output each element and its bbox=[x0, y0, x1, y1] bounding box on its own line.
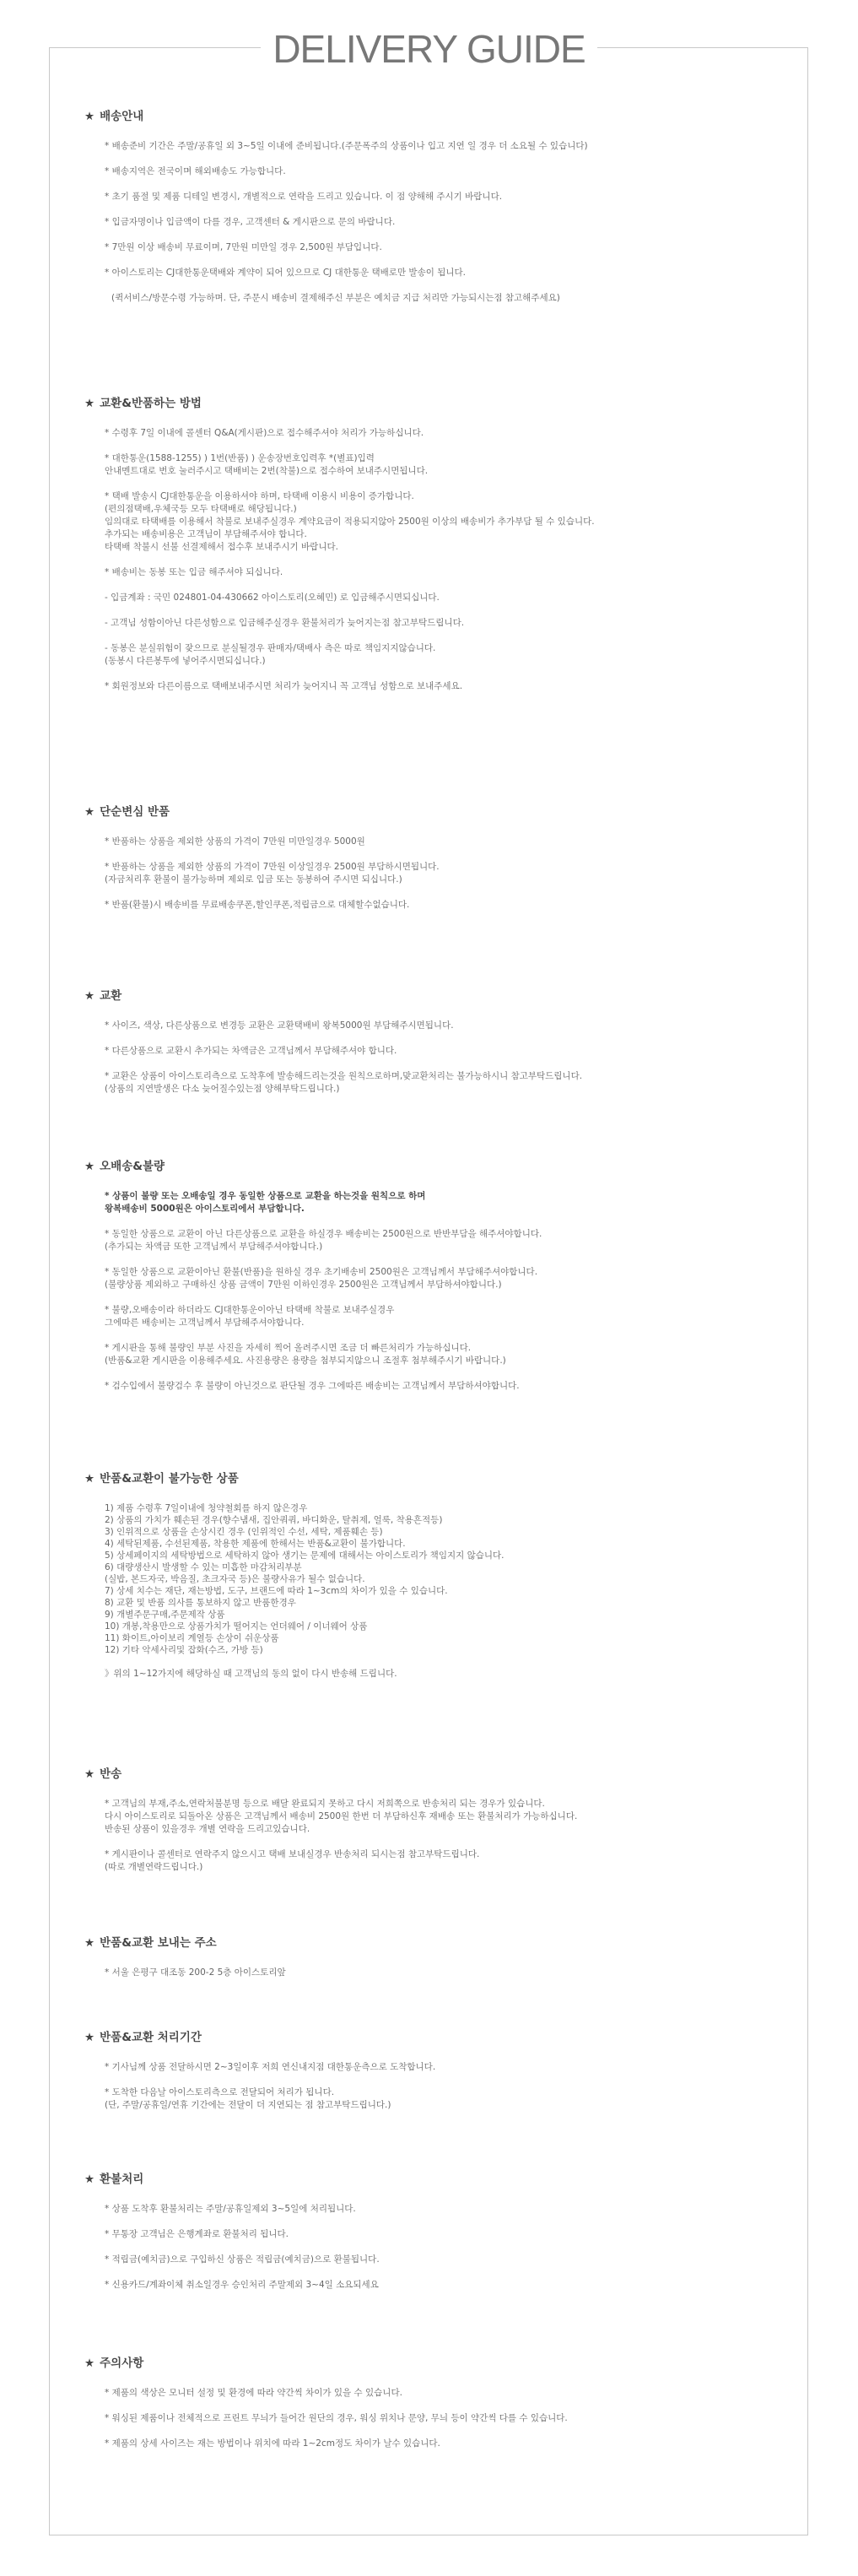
list-item: * 제품의 색상은 모니터 설정 및 환경에 따라 약간씩 차이가 있을 수 있습니다. bbox=[105, 2388, 402, 2398]
page-title: DELIVERY GUIDE bbox=[261, 25, 596, 73]
list-item: * 배송비는 동봉 또는 입금 해주셔야 되십니다. bbox=[105, 567, 283, 577]
title-wrap bbox=[0, 25, 858, 73]
section-heading: ★ 반송 bbox=[84, 1767, 122, 1781]
list-item: * 반품하는 상품을 제외한 상품의 가격이 7만원 미만일경우 5000원 bbox=[105, 836, 365, 847]
star-icon: ★ bbox=[84, 2031, 95, 2044]
section-notice bbox=[84, 2355, 785, 2463]
section-heading: ★ 주의사항 bbox=[84, 2357, 144, 2370]
list-item: * 교환은 상품이 아이스토리측으로 도착후에 발송해드리는것을 원칙으로하며,맞교환처리는 불가능하시니 참고부탁드립니다. (상품의 지연발생은 다소 늦어질수있는점 양해부탁드립니다.) bbox=[105, 1071, 583, 1094]
star-icon: ★ bbox=[84, 1767, 95, 1781]
section-exchange-return-method bbox=[84, 395, 785, 706]
section-return-address bbox=[84, 1935, 785, 1992]
section-simple-return bbox=[84, 804, 785, 924]
section-misdelivery-defect bbox=[84, 1158, 785, 1405]
list-item: * 워싱된 제품이나 전체적으로 프린트 무늬가 들어간 원단의 경우, 워싱 위치나 문양, 무늬 등이 약간씩 다를 수 있습니다. bbox=[105, 2413, 568, 2423]
non-returnable-list: 1) 제품 수령후 7일이내에 청약철회를 하지 않은경우 2) 상품의 가치가 훼손된 경우(향수냄새, 집안쿼쿼, 바디화운, 탈취제, 얼룩, 착용흔적등) 3) 인위적으로 상품을 손상시킨 경우 (인위적인 수선, 세탁, 제품훼손 등) 4) 세탁된제품, 수선된제품, 착용한 제품에 한해서는 반품&교환이 불가합니다. 5) 상세페이지의 세탁방법으로 세탁하지 않아 생기는 문제에 대해서는 아이스토리가 책임지지 않습니다. 6) 대량생산시 발생할 수 있는 미흡한 마감처리부분 (실밥, 본드자국, 박음질, 초크자국 등)은 불량사유가 될수 없습니다. 7) 상세 치수는 재단, 재는방법, 도구, 브랜드에 따라 1~3cm의 차이가 있을 수 있습니다. 8) 교환 및 반품 의사를 통보하지 않고 반품한경우 9) 개별주문구매,주문제작 상품 10) 개봉,착용만으로 상품가치가 떨어지는 언더웨어 / 이너웨어 상품 11) 화이트,아이보리 계열등 손상이 쉬운상품 12) 기타 악세사리및 잡화(수즈, 가방 등) bbox=[105, 1503, 505, 1655]
star-icon: ★ bbox=[84, 1936, 95, 1950]
section-refund bbox=[84, 2171, 785, 2304]
list-item: * 7만원 이상 배송비 무료이며, 7만원 미만일 경우 2,500원 부담입니다. bbox=[105, 242, 382, 252]
list-item: * 배송지역은 전국이며 해외배송도 가능합니다. bbox=[105, 166, 286, 176]
section-heading: ★ 환불처리 bbox=[84, 2173, 144, 2186]
list-item: * 상품이 불량 또는 오배송일 경우 동일한 상품으로 교환을 하는것을 원칙으로 하며 왕복배송비 5000원은 아이스토리에서 부담합니다. bbox=[105, 1191, 426, 1214]
list-item: * 수령후 7일 이내에 콜센터 Q&A(게시판)으로 접수해주셔야 처리가 가능하십니다. bbox=[105, 428, 424, 438]
list-item: * 불량,오배송이라 하더라도 CJ대한통운이아닌 타택배 착불로 보내주실경우 그에따른 배송비는 고객님께서 부담해주셔야합니다. bbox=[105, 1305, 395, 1328]
star-icon: ★ bbox=[84, 2357, 95, 2370]
star-icon: ★ bbox=[84, 1160, 95, 1173]
list-item: * 기사님께 상품 전달하시면 2~3일이후 저희 연신내지점 대한통운측으로 도착합니다. bbox=[105, 2062, 436, 2072]
list-item: * 검수입에서 불량검수 후 불량이 아닌것으로 판단될 경우 그에따른 배송비는 고객님께서 부담하셔야합니다. bbox=[105, 1381, 520, 1391]
list-item: * 신용카드/계좌이체 취소일경우 승인처리 주말제외 3~4일 소요되세요 bbox=[105, 2280, 379, 2290]
list-item: * 반품(환불)시 배송비를 무료배송쿠폰,할인쿠폰,적립금으로 대체할수없습니다. bbox=[105, 900, 410, 910]
section-heading: ★ 오배송&불량 bbox=[84, 1160, 165, 1173]
list-item: * 사이즈, 색상, 다른상품으로 변경등 교환은 교환택배비 왕복5000원 부담해주시면됩니다. bbox=[105, 1020, 454, 1031]
list-item: * 게시판을 통해 불량인 부분 사진을 자세히 찍어 올려주시면 조금 더 빠른처리가 가능하십니다. (반품&교환 게시판을 이용해주세요. 사진용량은 용량을 첨부되지않으니 조절후 첨부해주시기 바랍니다.) bbox=[105, 1343, 506, 1366]
section-delivery-info bbox=[84, 108, 785, 317]
star-icon: ★ bbox=[84, 989, 95, 1003]
list-item: * 도착한 다음날 아이스토리측으로 전달되어 처리가 됩니다. (단, 주말/공휴일/연휴 기간에는 전달이 더 지연되는 점 참고부탁드립니다.) bbox=[105, 2087, 391, 2110]
section-heading: ★ 교환 bbox=[84, 989, 122, 1003]
list-item: * 다른상품으로 교환시 추가되는 차액금은 고객님께서 부담해주셔야 합니다. bbox=[105, 1046, 397, 1056]
list-item: * 적립금(예치금)으로 구입하신 상품은 적립금(예치금)으로 환불됩니다. bbox=[105, 2254, 380, 2265]
section-heading: ★ 배송안내 bbox=[84, 110, 144, 123]
section-heading: ★ 반품&교환이 불가능한 상품 bbox=[84, 1472, 239, 1486]
list-item: 》위의 1~12가지에 해당하실 때 고객님의 동의 없이 다시 반송해 드립니다. bbox=[105, 1669, 397, 1679]
section-heading: ★ 교환&반품하는 방법 bbox=[84, 397, 202, 410]
section-heading: ★ 단순변심 반품 bbox=[84, 805, 170, 819]
list-item: * 무통장 고객님은 은행계좌로 환불처리 됩니다. bbox=[105, 2229, 289, 2239]
section-heading: ★ 반품&교환 처리기간 bbox=[84, 2031, 202, 2044]
list-item: - 동봉은 분실위험이 잦으므로 분실될경우 판매자/택배사 측은 따로 책임지지않습니다. (동봉시 다른봉투에 넣어주시면되십니다.) bbox=[105, 643, 436, 666]
star-icon: ★ bbox=[84, 110, 95, 123]
list-item: * 배송준비 기간은 주말/공휴일 외 3~5일 이내에 준비됩니다.(주문폭주의 상품이나 입고 지연 일 경우 더 소요될 수 있습니다) bbox=[105, 141, 588, 151]
list-item: * 택배 발송시 CJ대한통운을 이용하셔야 하며, 타택배 이용시 비용이 증가합니다. (편의점택배,우체국등 모두 타택배로 해당됩니다.) 임의대로 타택배를 이용해서 착불로 보내주실경우 계약요금이 적용되지않아 2500원 이상의 배송비가 추가부담 될 수 있습니다. 추가되는 배송비용은 고객님이 부담해주셔야 합니다. 타택배 착불시 선불 선결제해서 접수후 보내주시기 바랍니다. bbox=[105, 491, 595, 552]
section-heading: ★ 반품&교환 보내는 주소 bbox=[84, 1936, 217, 1950]
section-non-returnable bbox=[84, 1470, 785, 1693]
list-item: - 입금계좌 : 국민 024801-04-430662 아이스토리(오혜민) 로 입금해주시면되십니다. bbox=[105, 593, 440, 603]
list-item: * 게시판이나 콜센터로 연락주지 않으시고 택배 보내실경우 반송처리 되시는점 참고부탁드립니다. (따로 개별연락드립니다.) bbox=[105, 1849, 480, 1872]
section-return-shipment bbox=[84, 1766, 785, 1886]
star-icon: ★ bbox=[84, 805, 95, 819]
list-item: (퀵서비스/방문수령 가능하며. 단, 주문시 배송비 결제해주신 부분은 예치금 지급 처리만 가능되시는점 참고해주세요) bbox=[111, 293, 560, 303]
list-item: * 초기 품절 및 제품 디테일 변경시, 개별적으로 연락을 드리고 있습니다. 이 점 양해해 주시기 바랍니다. bbox=[105, 192, 503, 202]
list-item: - 고객님 성함이아닌 다른성함으로 입금해주실경우 환불처리가 늦어지는점 참고부탁드립니다. bbox=[105, 618, 465, 628]
list-item: * 입금자명이나 입금액이 다를 경우, 고객센터 & 게시판으로 문의 바랍니다. bbox=[105, 217, 396, 227]
list-item: * 상품 도착후 환불처리는 주말/공휴일제외 3~5일에 처리됩니다. bbox=[105, 2204, 356, 2214]
section-processing-period bbox=[84, 2029, 785, 2124]
list-item: * 회원정보와 다른이름으로 택배보내주시면 처리가 늦어지니 꼭 고객님 성함으로 보내주세요. bbox=[105, 681, 463, 691]
list-item: * 동일한 상품으로 교환이아닌 환불(반품)을 원하실 경우 초기배송비 2500원은 고객님께서 부담해주셔야합니다. (불량상품 제외하고 구매하신 상품 금액이 7만원 이하인경우 2500원은 고객님께서 부담하셔야합니다.) bbox=[105, 1267, 538, 1290]
list-item: * 대한통운(1588-1255) ) 1번(반품) ) 운송장번호입력후 *(별표)입력 안내멘트대로 번호 눌러주시고 택배비는 2번(착불)으로 접수하여 보내주시면됩니다. bbox=[105, 453, 429, 476]
list-item: * 서울 은평구 대조동 200-2 5층 아이스토리앞 bbox=[105, 1967, 286, 1978]
section-exchange bbox=[84, 988, 785, 1108]
list-item: * 아이스토리는 CJ대한통운택배와 계약이 되어 있으므로 CJ 대한통운 택배로만 발송이 됩니다. bbox=[105, 268, 466, 278]
list-item: * 제품의 상세 사이즈는 재는 방법이나 위치에 따라 1~2cm정도 차이가 날수 있습니다. bbox=[105, 2438, 440, 2449]
list-item: * 고객님의 부재,주소,연락처불분명 등으로 배달 완료되지 못하고 다시 저희쪽으로 반송처리 되는 경우가 있습니다. 다시 아이스토리로 되돌아온 상품은 고객님께서 배송비 2500원 한번 더 부담하신후 재배송 또는 환불처리가 가능하십니다. 반송된 상품이 있을경우 개별 연락을 드리고있습니다. bbox=[105, 1799, 578, 1834]
list-item: * 동일한 상품으로 교환이 아닌 다른상품으로 교환을 하실경우 배송비는 2500원으로 반반부담을 해주셔야합니다. (추가되는 차액금 또한 고객님께서 부담해주셔야합니다.) bbox=[105, 1229, 542, 1252]
star-icon: ★ bbox=[84, 2173, 95, 2186]
star-icon: ★ bbox=[84, 397, 95, 410]
star-icon: ★ bbox=[84, 1472, 95, 1486]
list-item: * 반품하는 상품을 제외한 상품의 가격이 7만원 이상일경우 2500원 부담하시면됩니다. (자금처리후 환불이 불가능하며 제외로 입금 또는 동봉하여 주시면 되십니다.) bbox=[105, 862, 440, 885]
